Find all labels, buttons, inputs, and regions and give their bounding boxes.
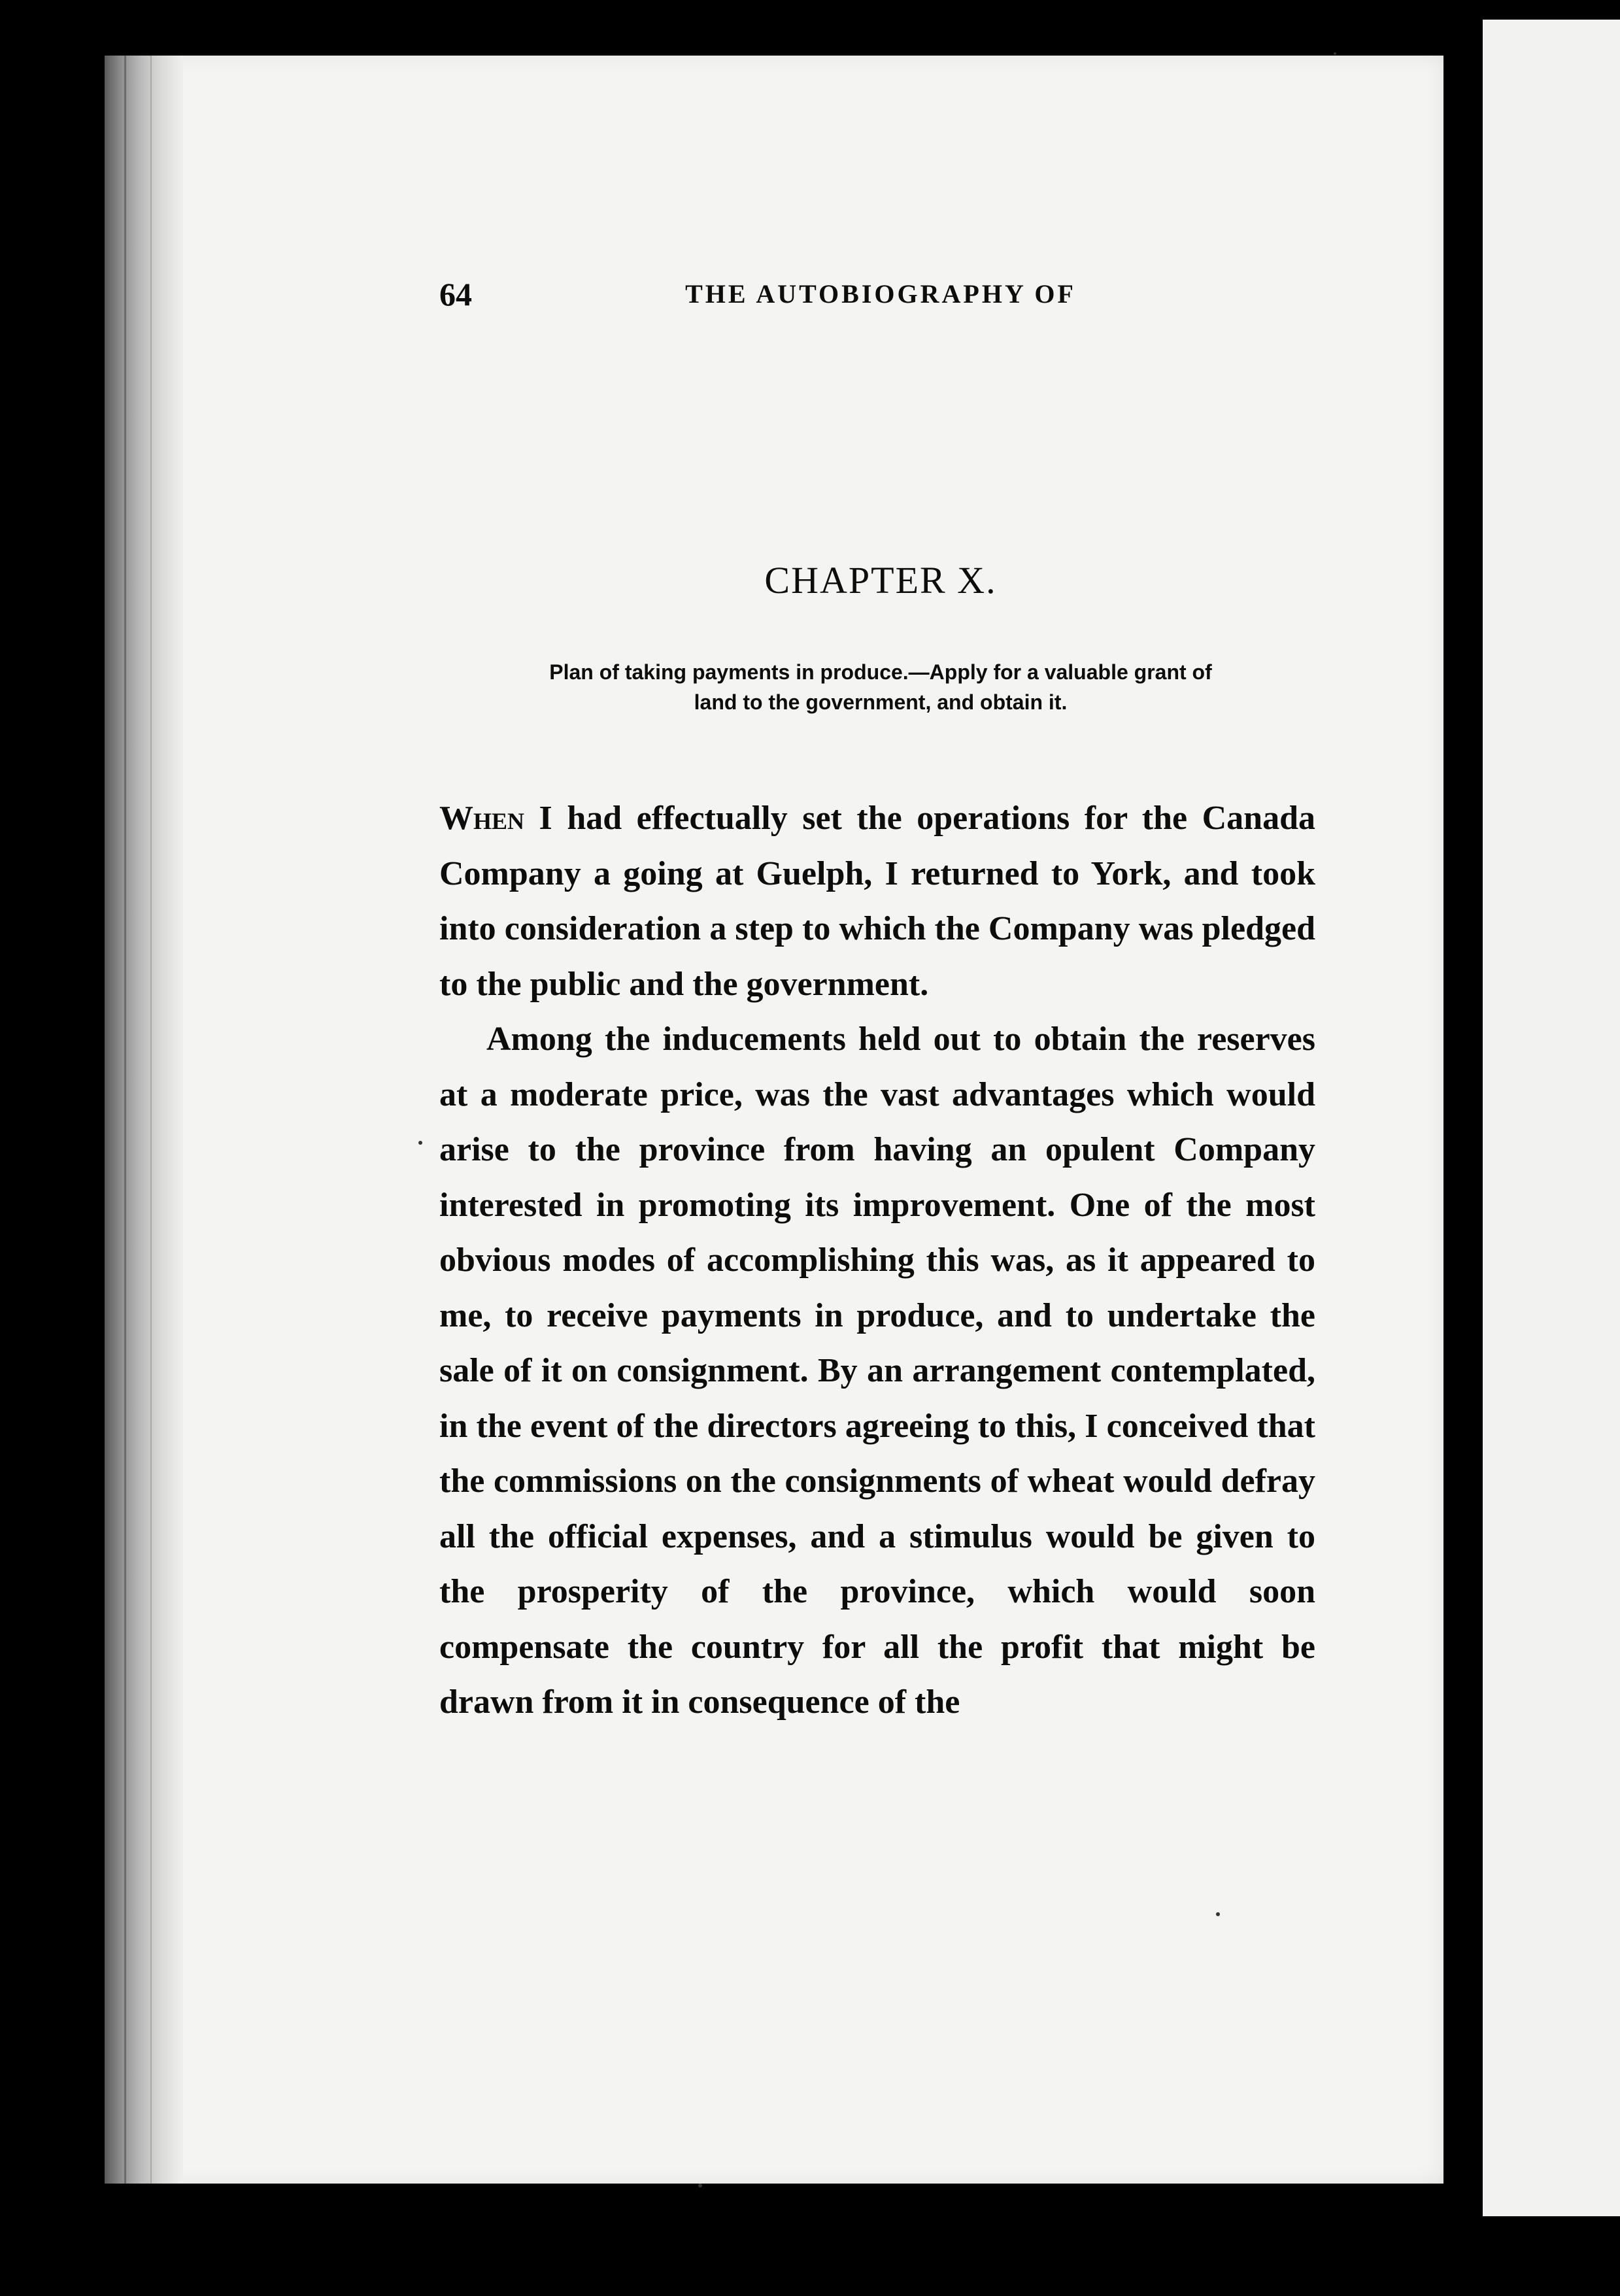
paragraph-1 [439,791,1315,1012]
scan-speck [1334,52,1336,55]
body-text [439,791,1315,1730]
page-gutter-edge [105,56,183,2184]
chapter-synopsis [439,657,1322,717]
paragraph-1-lead-word: When [439,800,525,837]
scan-speck [418,1141,422,1145]
right-page-edge [1483,20,1620,2216]
chapter-synopsis-line-2: land to the government, and obtain it. [694,690,1068,714]
paragraph-2: Among the inducements held out to obtain the reserves at a moderate price, was the vast advantages which would arise to the province from having an opulent Company interested in promoting its improvement. One of the most obvious modes of accomplishing this was, as it appeared to me, to receive payments in produce, and to undertake the sale of it on consignment. By an arrangement contemplated, in the event of the directors agreeing to this, I conceived that the commissions on the consignments of wheat would defray all the official expenses, and a stimulus would be given to the prosperity of the province, which would soon compensate the country for all the profit that might be drawn from it in consequence of the [439,1021,1315,1721]
chapter-synopsis-line-1: Plan of taking payments in produce.—Apply for a valuable grant of [549,660,1212,684]
paragraph-1-text: I had effectually set the operations for the Canada Company a going at Guelph, I returned to York, and took into consideration a step to which the Company was pledged to the public and the government. [439,800,1315,1003]
running-head-title: THE AUTOBIOGRAPHY OF [685,279,1076,309]
chapter-title: CHAPTER X. [764,559,997,601]
page-number: 64 [439,276,472,312]
running-head [439,275,1322,314]
scan-speck [1216,1912,1220,1916]
scan-speck [698,2184,702,2187]
